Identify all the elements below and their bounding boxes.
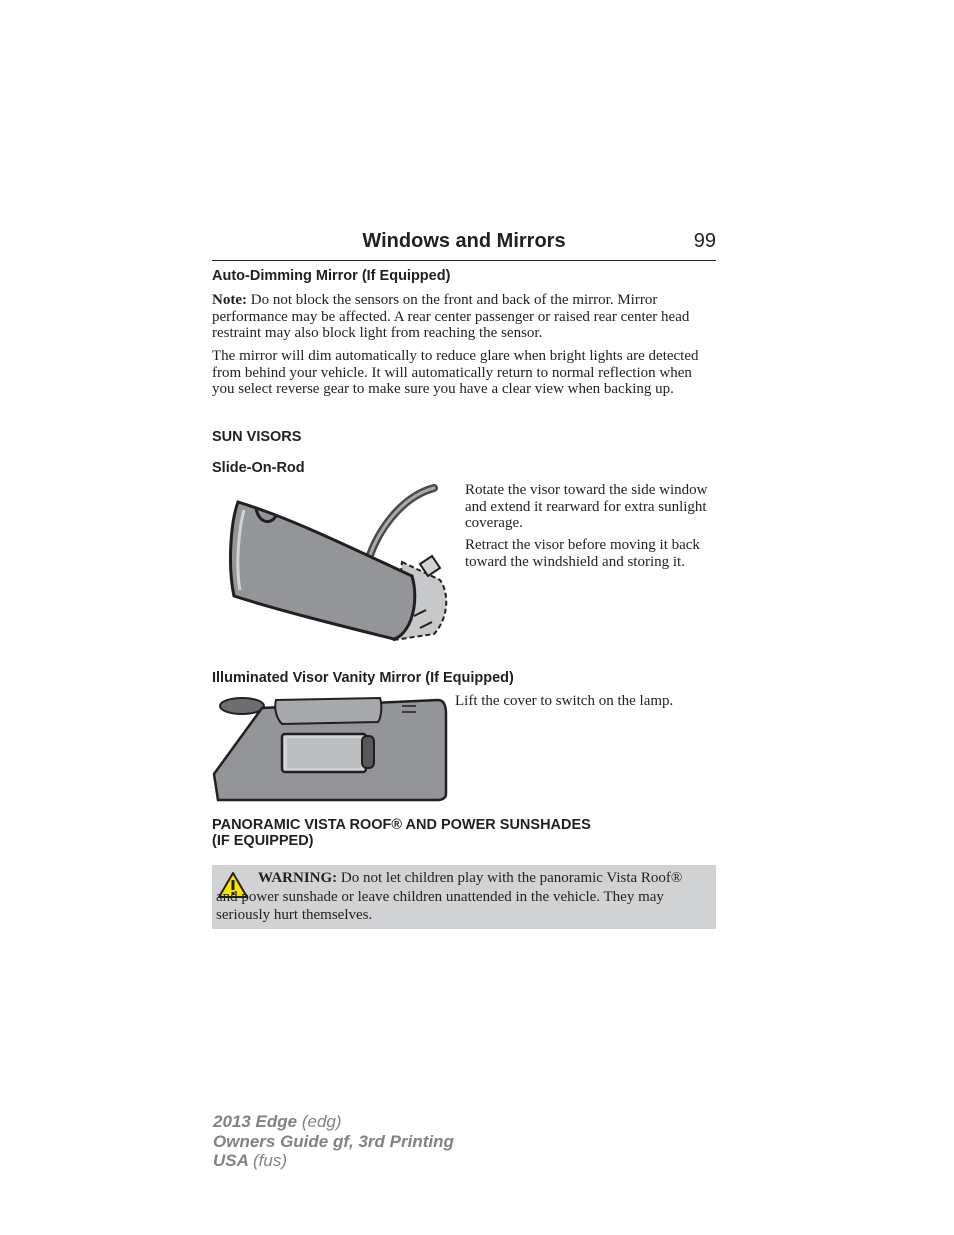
- footer-model-code: (edg): [301, 1112, 342, 1131]
- vanity-mirror-visor-illustration: [212, 694, 448, 804]
- sun-visors-heading: SUN VISORS: [212, 429, 302, 445]
- slide-on-rod-text-1: Rotate the visor toward the side window and extend it rearward for extra sunlight coverage.: [465, 482, 708, 532]
- warning-text: [216, 869, 706, 925]
- panoramic-roof-heading: [212, 817, 591, 849]
- warning-box: [212, 865, 716, 929]
- note-text: Do not block the sensors on the front and back of the mirror. Mirror performance may be affected. A rear center passenger or raised rear center head restraint may also block light from reaching the sensor.: [212, 292, 690, 342]
- auto-dimming-body: The mirror will dim automatically to reduce glare when bright lights are detected from behind your vehicle. It will automatically return to normal reflection when you select reverse gear to make sure you have a clear view when backing up.: [212, 348, 699, 398]
- page-footer: [213, 1112, 454, 1171]
- panoramic-roof-heading-line2: (IF EQUIPPED): [212, 833, 314, 849]
- page-number: 99: [693, 230, 716, 252]
- note-label: Note:: [212, 292, 247, 308]
- footer-region: USA: [213, 1151, 249, 1170]
- slide-on-rod-text-2: Retract the visor before moving it back toward the windshield and storing it.: [465, 537, 700, 570]
- footer-guide: Owners Guide gf, 3rd Printing: [213, 1131, 454, 1151]
- slide-on-rod-heading: Slide-On-Rod: [212, 460, 305, 476]
- slide-on-rod-visor-illustration: [214, 484, 450, 644]
- warning-body: Do not let children play with the panoramic Vista Roof® and power sunshade or leave children unattended in the vehicle. They may seriously hurt themselves.: [216, 870, 683, 923]
- footer-model: 2013 Edge: [213, 1112, 298, 1131]
- page-header: [212, 228, 716, 261]
- page-title: Windows and Mirrors: [362, 230, 566, 252]
- note-paragraph: [212, 292, 716, 342]
- footer-region-code: (fus): [253, 1151, 287, 1170]
- vanity-mirror-text: Lift the cover to switch on the lamp.: [455, 693, 674, 709]
- panoramic-roof-heading-line1: PANORAMIC VISTA ROOF® AND POWER SUNSHADES: [212, 817, 591, 833]
- vanity-mirror-heading: Illuminated Visor Vanity Mirror (If Equipped): [212, 670, 514, 686]
- warning-label: WARNING:: [258, 870, 338, 886]
- auto-dimming-heading: Auto-Dimming Mirror (If Equipped): [212, 268, 451, 284]
